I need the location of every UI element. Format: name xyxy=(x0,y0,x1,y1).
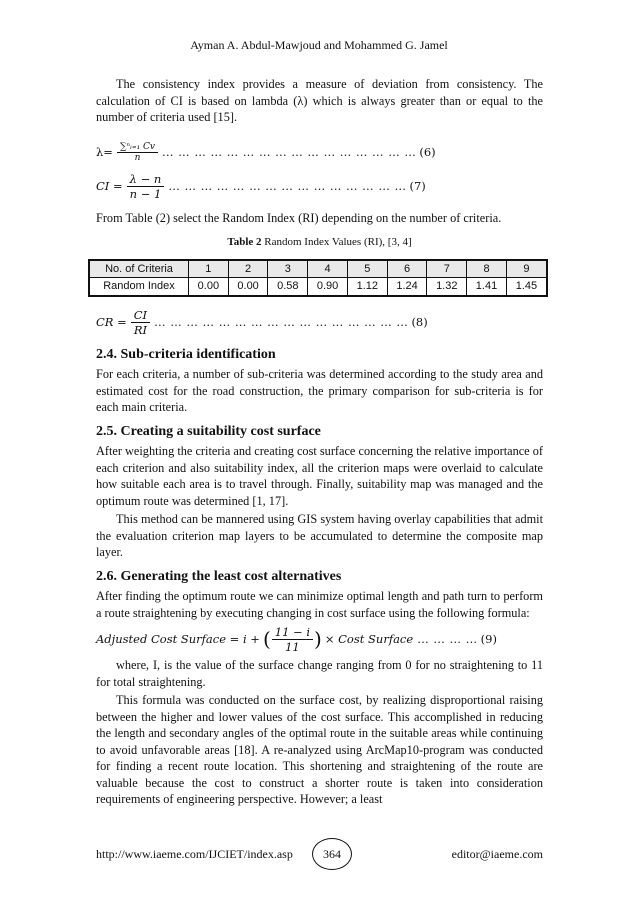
table-caption-label: Table 2 xyxy=(227,236,262,248)
eq9-fraction xyxy=(272,625,313,654)
eq6-lhs: λ= xyxy=(96,145,113,160)
section-2-5-body-1: After weighting the criteria and creating cost surface concerning the relative importance of each criterion and also suitability index, all the criterion maps were overlaid to calculate how suitable each area is to travel through. Finally, suitability map was managed and the optimum route was determined [1, 17]. xyxy=(96,444,543,508)
table-caption-text: Random Index Values (RI), [3, 4] xyxy=(261,236,412,248)
table-intro: From Table (2) select the Random Index (RI) depending on the number of criteria. xyxy=(96,210,502,225)
table-cell: 0.90 xyxy=(308,278,348,296)
eq8-dots: … … … … … … … … … … … … … … … … xyxy=(154,315,409,330)
eq8-numerator: CI xyxy=(131,308,150,323)
eq7-numerator: λ − n xyxy=(127,172,165,187)
section-2-5-heading: 2.5. Creating a suitability cost surface xyxy=(96,423,321,439)
table-cell: 0.00 xyxy=(228,278,268,296)
section-2-5-body-2: This method can be mannered using GIS system having overlay capabilities that admit the evaluation criterion map layers to be accumulated to determine the composite map layer. xyxy=(96,512,543,559)
random-index-table xyxy=(88,259,548,297)
intro-paragraph: The consistency index provides a measure of deviation from consistency. The calculation of CI is based on lambda (λ) which is always greater than or equal to the number of criteria used [15]. xyxy=(96,77,543,124)
equation-9 xyxy=(96,623,543,655)
eq8-lhs: CR = xyxy=(96,315,127,330)
table-cell: 3 xyxy=(268,260,308,278)
equation-8 xyxy=(96,307,543,339)
equation-6 xyxy=(96,140,543,166)
table-row xyxy=(89,278,547,296)
table-cell: 8 xyxy=(467,260,507,278)
page-body xyxy=(96,76,543,808)
table-cell: 1 xyxy=(189,260,229,278)
table-cell: 9 xyxy=(506,260,547,278)
footer-email: editor@iaeme.com xyxy=(451,847,543,861)
eq6-number: (6) xyxy=(419,145,436,160)
table-cell: 5 xyxy=(347,260,387,278)
section-2-4-body: For each criteria, a number of sub-criteria was determined according to the study area and estimated cost for the road construction, the primary comparison for sub-criteria is for each main criteria. xyxy=(96,367,543,414)
eq7-dots: … … … … … … … … … … … … … … … xyxy=(168,179,407,194)
equation-7 xyxy=(96,170,543,204)
eq6-dots: … … … … … … … … … … … … … … … … xyxy=(162,145,417,160)
table-cell: 1.12 xyxy=(347,278,387,296)
eq9-right-paren: ) xyxy=(314,626,322,651)
eq6-fraction xyxy=(117,142,158,163)
eq8-denominator: RI xyxy=(133,323,148,337)
eq9-rhs: × Cost Surface xyxy=(324,631,414,646)
eq9-dots: … … … … xyxy=(417,631,478,646)
table-cell: 6 xyxy=(387,260,427,278)
table-caption xyxy=(96,234,543,251)
table-cell: 1.45 xyxy=(506,278,547,296)
section-2-4-heading: 2.4. Sub-criteria identification xyxy=(96,346,276,362)
table-cell: 1.41 xyxy=(467,278,507,296)
running-header: Ayman A. Abdul-Mawjoud and Mohammed G. Jamel xyxy=(190,38,448,52)
table-cell: 1.24 xyxy=(387,278,427,296)
table-cell: 1.32 xyxy=(427,278,467,296)
section-2-6-body-2: where, I, is the value of the surface change ranging from 0 for no straightening to 11 for total straightening. xyxy=(96,658,543,689)
eq7-number: (7) xyxy=(409,179,426,194)
eq6-numerator: ∑ⁿᵢ₌₁ Cv xyxy=(117,142,158,153)
eq8-number: (8) xyxy=(411,315,428,330)
eq7-fraction xyxy=(127,172,165,201)
section-2-6-heading: 2.6. Generating the least cost alternatives xyxy=(96,568,342,584)
eq7-lhs: CI = xyxy=(96,179,123,194)
eq8-fraction xyxy=(131,308,150,337)
footer-url: http://www.iaeme.com/IJCIET/index.asp xyxy=(96,847,293,861)
table-cell: 0.58 xyxy=(268,278,308,296)
page-number: 364 xyxy=(312,838,352,870)
table-cell: No. of Criteria xyxy=(89,260,189,278)
table-cell: 4 xyxy=(308,260,348,278)
section-2-6-body-3: This formula was conducted on the surface cost, by realizing disproportional raising between the higher and lower values of the cost surface. This accomplished in reducing the length and secondary angles of the optimal route in the suitable areas while continuing to avoid unfavorable areas [18]. A re-analyzed using ArcMap10-program was conducted for finding a recent route location. This shortening and straightening of the route are valuable because the cost to construct a shorter route is taken into consideration requirements of engineering perspective. However; a least xyxy=(96,693,543,806)
eq9-lhs: Adjusted Cost Surface = i + xyxy=(96,631,260,646)
eq6-denominator: n xyxy=(134,153,141,163)
eq9-denominator: 11 xyxy=(285,639,300,654)
table-row xyxy=(89,260,547,278)
table-cell: 2 xyxy=(228,260,268,278)
eq7-denominator: n − 1 xyxy=(129,187,162,201)
table-cell: 7 xyxy=(427,260,467,278)
table-cell: Random Index xyxy=(89,278,189,296)
table-cell: 0.00 xyxy=(189,278,229,296)
eq9-numerator: 11 − i xyxy=(272,625,313,640)
eq9-left-paren: ( xyxy=(262,626,271,651)
eq9-number: (9) xyxy=(480,631,497,646)
section-2-6-body-1: After finding the optimum route we can minimize optimal length and path turn to perform a route straightening by executing changing in cost surface using the following formula: xyxy=(96,589,543,620)
